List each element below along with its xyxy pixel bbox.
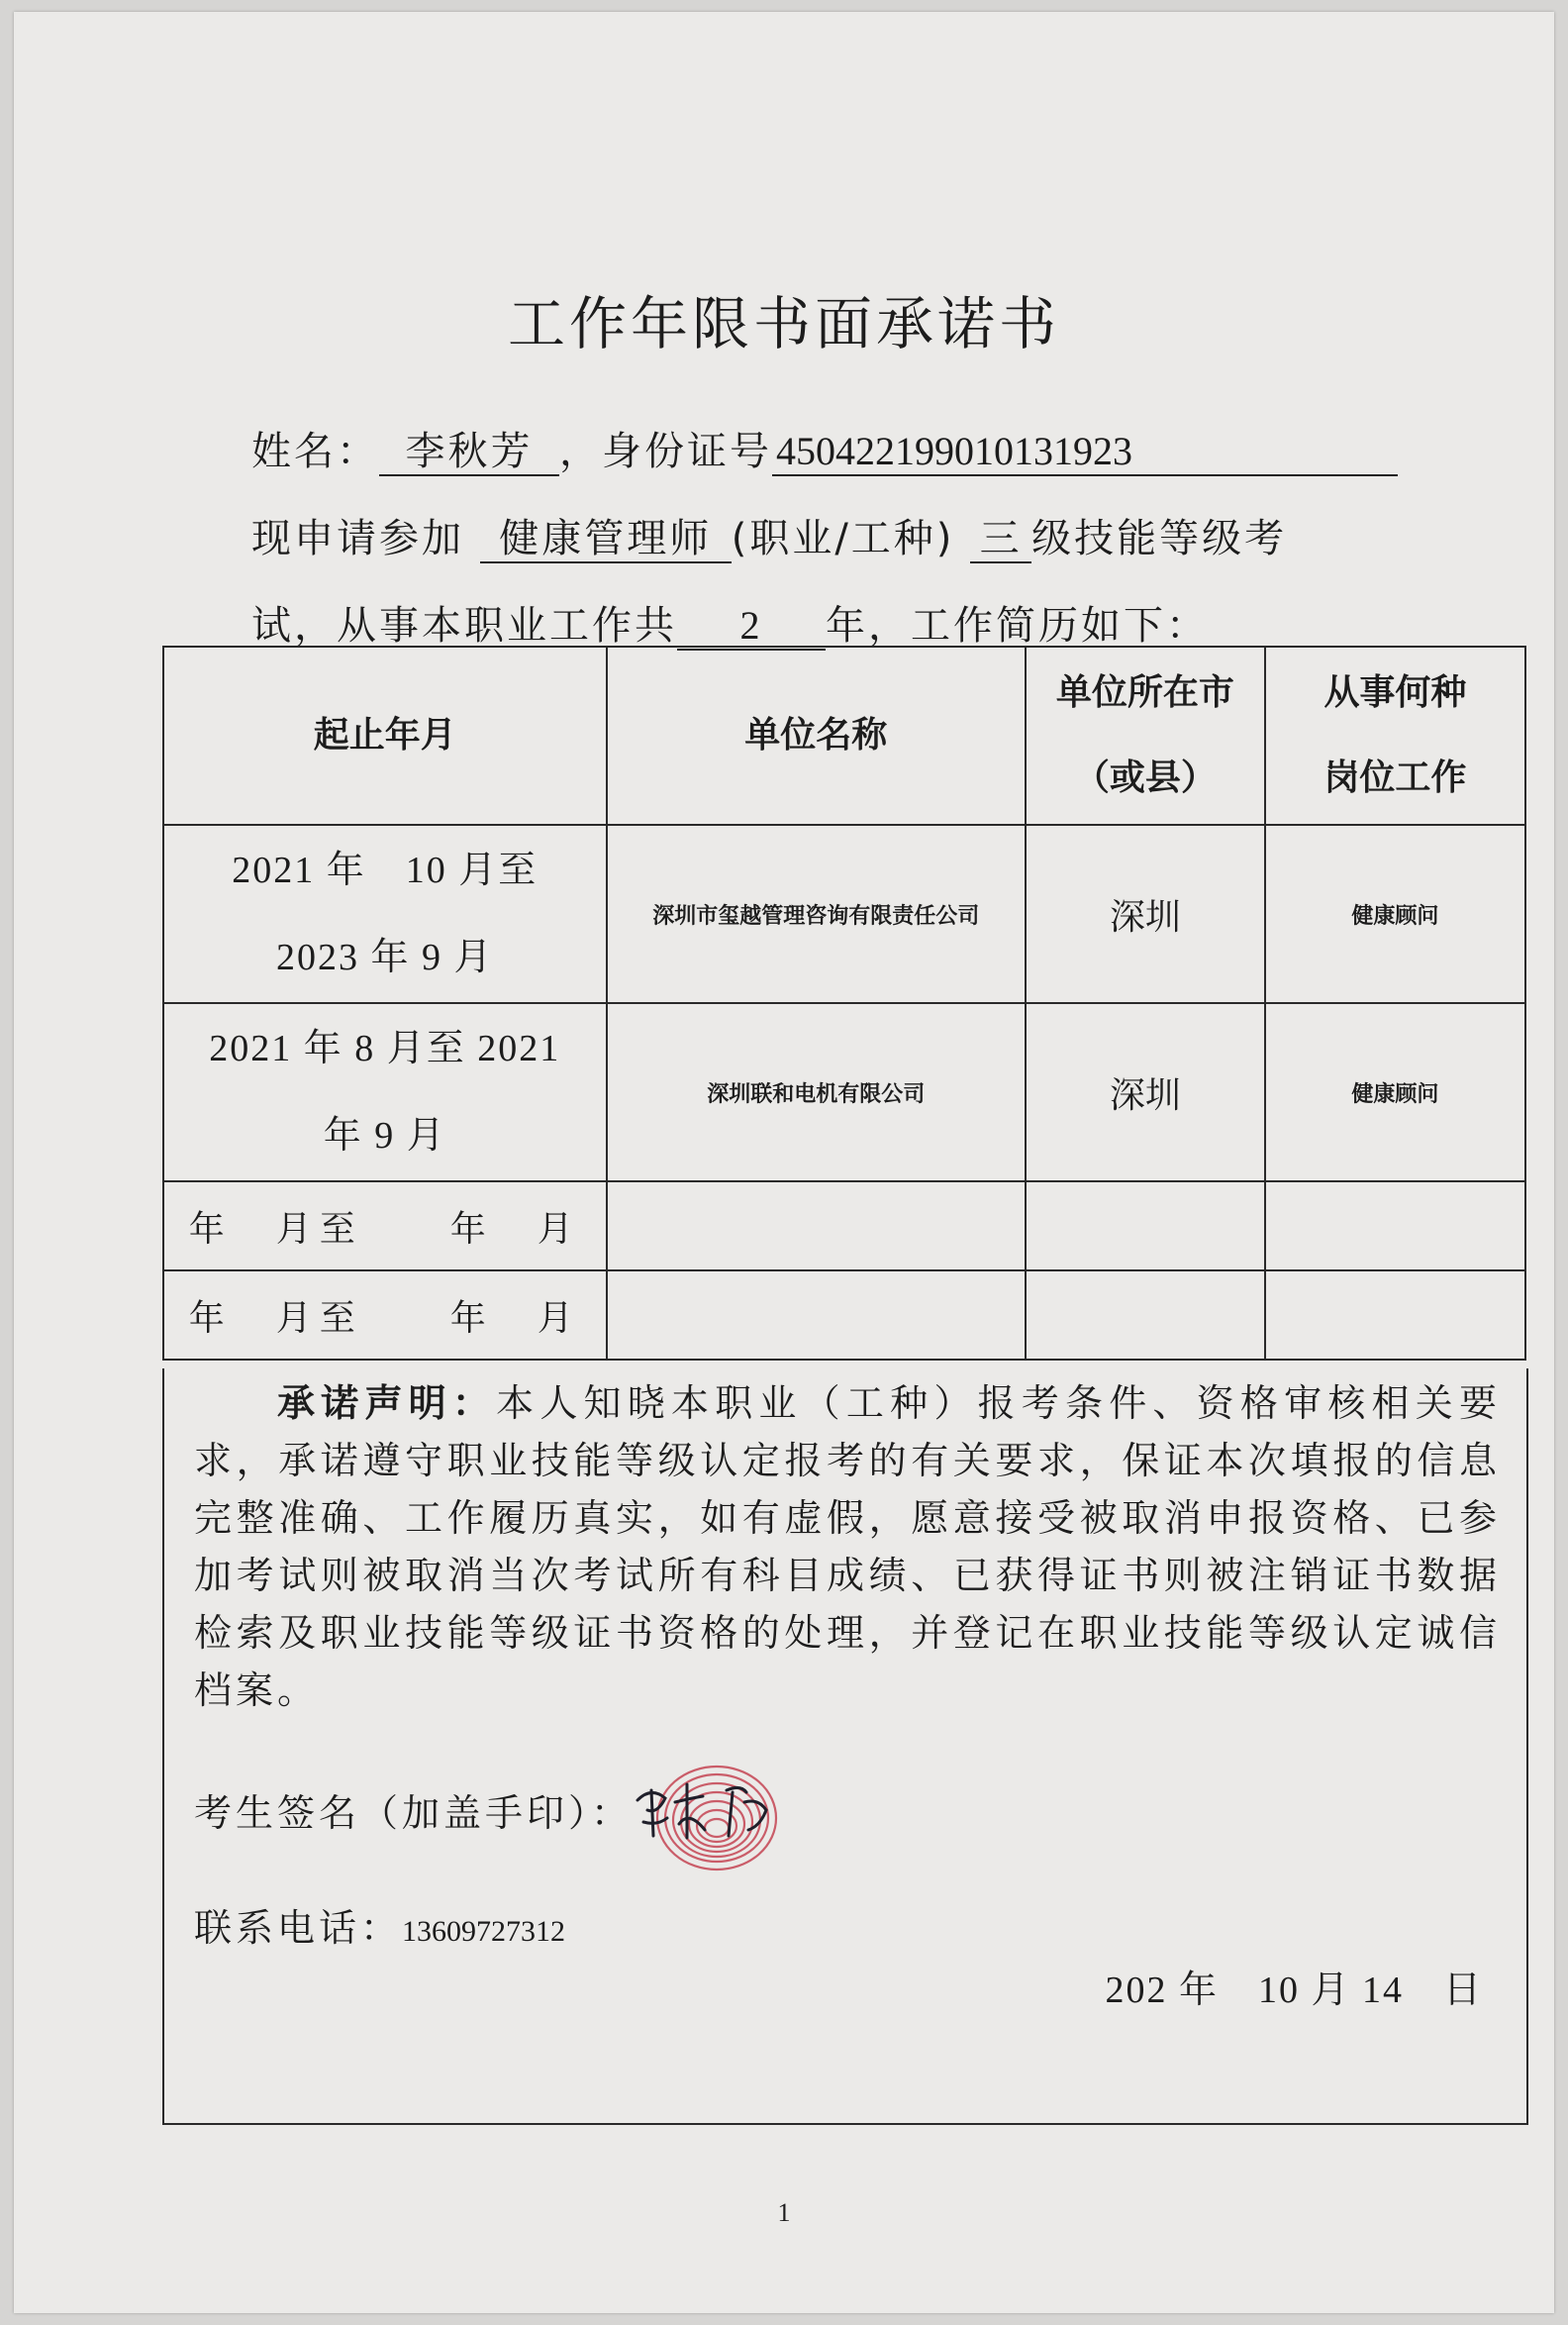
signature-label: 考生签名（加盖手印）：: [194, 1791, 634, 1835]
job-cell-empty: [1265, 1270, 1525, 1360]
job-cell-empty: [1265, 1181, 1525, 1270]
header-job-line1: 从事何种: [1323, 672, 1467, 713]
applicant-line: [251, 420, 1398, 476]
city-cell: 深圳: [1026, 825, 1265, 1003]
period-cell: [163, 825, 607, 1003]
city-cell: 深圳: [1026, 1003, 1265, 1181]
years-value: 2: [677, 603, 826, 651]
years-prefix: 试，从事本职业工作共: [251, 603, 677, 649]
header-period: 起止年月: [163, 647, 607, 825]
job-cell: 健康顾问: [1265, 1003, 1525, 1181]
table-row-empty: [163, 1181, 1525, 1270]
phone-number: 13609727312: [402, 1915, 566, 1948]
pledge-statement: [194, 1374, 1501, 1719]
exam-suffix: 级技能等级考: [1031, 516, 1288, 561]
work-history-table: [162, 646, 1526, 1361]
phone-label: 联系电话：: [194, 1906, 403, 1950]
period-cell-empty: 年 月至 年 月: [163, 1270, 607, 1360]
id-number-value: 450422199010131923: [772, 429, 1398, 476]
years-line: [251, 594, 1209, 651]
table-row: [163, 1003, 1525, 1181]
exam-prefix: 现申请参加: [251, 516, 464, 561]
pledge-box: [162, 1368, 1528, 2125]
level-value: 三: [970, 516, 1031, 563]
exam-line: [251, 507, 1287, 563]
period-end: 2023 年 9 月: [276, 937, 494, 978]
header-city-line1: 单位所在市: [1055, 672, 1234, 713]
document-page: [14, 12, 1554, 2313]
name-label: 姓名：: [251, 429, 379, 474]
period-cell: [163, 1003, 607, 1181]
org-cell: 深圳市玺越管理咨询有限责任公司: [607, 825, 1026, 1003]
org-cell-empty: [607, 1270, 1026, 1360]
years-suffix: 年，工作简历如下：: [826, 603, 1209, 649]
period-start: 2021 年 10 月至: [232, 850, 539, 891]
document-title: 工作年限书面承诺书: [507, 290, 1060, 357]
header-org: 单位名称: [607, 647, 1026, 825]
city-cell-empty: [1026, 1181, 1265, 1270]
city-cell-empty: [1026, 1270, 1265, 1360]
page-number: 1: [777, 2198, 791, 2227]
job-cell: 健康顾问: [1265, 825, 1525, 1003]
id-label: ，身份证号: [559, 429, 772, 474]
table-header-row: [163, 647, 1525, 825]
contact-line: [194, 1897, 565, 1952]
table-row-empty: [163, 1270, 1525, 1360]
signature-fingerprint: [618, 1741, 816, 1889]
header-city-line2: （或县）: [1073, 758, 1217, 798]
period-cell-empty: 年 月至 年 月: [163, 1181, 607, 1270]
header-job-line2: 岗位工作: [1323, 758, 1467, 798]
header-city: [1026, 647, 1265, 825]
pledge-heading: 承诺声明：: [277, 1381, 497, 1425]
org-cell: 深圳联和电机有限公司: [607, 1003, 1026, 1181]
sign-date: 202 年 10 月 14 日: [1105, 1970, 1483, 2011]
pledge-body: 本人知晓本职业（工种）报考条件、资格审核相关要求，承诺遵守职业技能等级认定报考的有关要求，保证本次填报的信息完整准确、工作履历真实，如有虚假，愿意接受被取消申报资格、已参加考试则被取消当次考试所有科目成绩、已获得证书则被注销证书数据检索及职业技能等级证书资格的处理，并登记在职业技能等级认定诚信档案。: [194, 1381, 1501, 1712]
org-cell-empty: [607, 1181, 1026, 1270]
occupation-type-label: (职业/工种): [731, 516, 955, 561]
occupation-value: 健康管理师: [480, 516, 732, 563]
name-value: 李秋芳: [379, 429, 559, 476]
header-job: [1265, 647, 1525, 825]
period-end: 年 9 月: [323, 1115, 446, 1157]
table-row: [163, 825, 1525, 1003]
period-start: 2021 年 8 月至 2021: [209, 1028, 561, 1069]
